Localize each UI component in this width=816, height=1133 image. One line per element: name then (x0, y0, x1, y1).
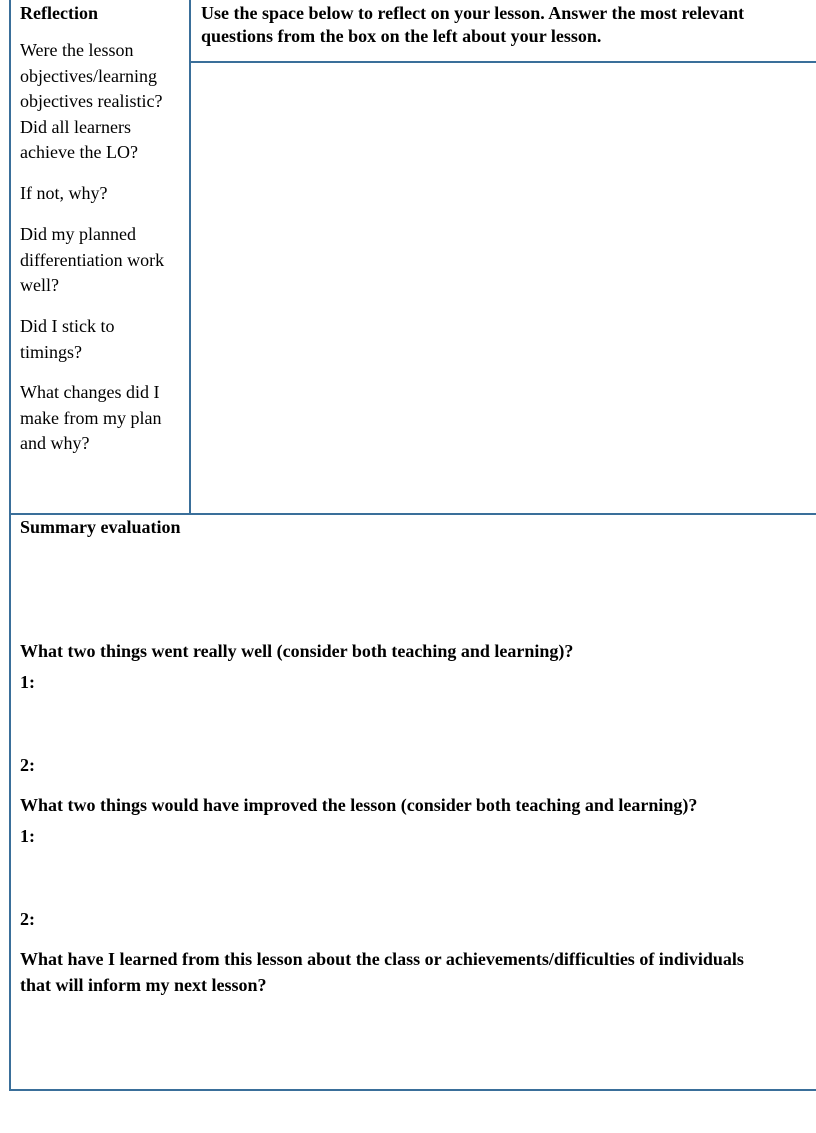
reflection-instructions (191, 0, 816, 63)
summary-heading: Summary evaluation (20, 517, 181, 537)
improve-question: What two things would have improved the lesson (consider both teaching and learning)? (20, 795, 698, 815)
reflection-prompts-column (11, 0, 191, 513)
reflection-heading: Reflection (20, 3, 98, 23)
went-well-question: What two things went really well (consider both teaching and learning)? (20, 641, 574, 661)
question-timings: Did I stick to timings? (20, 316, 115, 362)
improve-item-1: 1: (20, 826, 35, 846)
question-if-not-why: If not, why? (20, 183, 108, 203)
learned-question-line-2: that will inform my next lesson? (20, 975, 267, 995)
reflection-response-area[interactable] (191, 63, 816, 513)
improve-item-2: 2: (20, 909, 35, 929)
question-differentiation: Did my planned differentiation work well? (20, 224, 165, 295)
summary-section (11, 515, 816, 1089)
went-well-item-2: 2: (20, 755, 35, 775)
question-objectives: Were the lesson objectives/learning objectives realistic? Did all learners achieve the LO? (20, 40, 163, 162)
question-changes: What changes did I make from my plan and why? (20, 382, 162, 453)
reflection-form (9, 0, 816, 1091)
reflection-response-column (191, 0, 816, 513)
went-well-item-1: 1: (20, 672, 35, 692)
instruction-line-1: Use the space below to reflect on your lesson. Answer the most relevant (201, 3, 745, 23)
learned-question-line-1: What have I learned from this lesson about the class or achievements/difficulties of individuals (20, 949, 744, 969)
instruction-line-2: questions from the box on the left about your lesson. (201, 26, 602, 46)
